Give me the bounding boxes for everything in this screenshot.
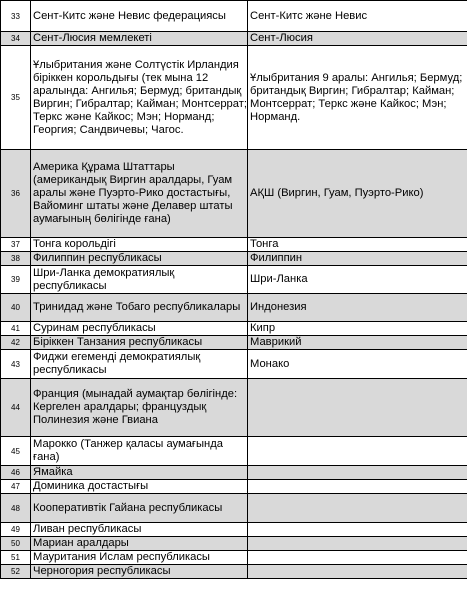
territory-cell: Филиппин: [248, 252, 467, 266]
territory-cell: Индонезия: [248, 294, 467, 322]
row-number: 33: [1, 1, 31, 32]
row-number: 35: [1, 46, 31, 150]
row-number: 48: [1, 494, 31, 523]
territory-cell: [248, 466, 467, 480]
country-cell: Филиппин республикасы: [31, 252, 248, 266]
country-cell: Тринидад және Тобаго республикалары: [31, 294, 248, 322]
territory-cell: Маврикий: [248, 336, 467, 350]
country-cell: Мауритания Ислам республикасы: [31, 551, 248, 565]
country-cell: Марокко (Танжер қаласы аумағында ғана): [31, 437, 248, 466]
row-number: 43: [1, 350, 31, 379]
territory-cell: [248, 494, 467, 523]
territory-cell: [248, 480, 467, 494]
country-cell: Сент-Люсия мемлекеті: [31, 32, 248, 46]
territory-cell: Кипр: [248, 322, 467, 336]
territory-cell: [248, 537, 467, 551]
country-cell: Мариан аралдары: [31, 537, 248, 551]
row-number: 37: [1, 238, 31, 252]
territory-cell: Шри-Ланка: [248, 266, 467, 294]
territory-cell: Тонга: [248, 238, 467, 252]
country-cell: Ұлыбритания және Солтүстік Ирландия біріккен корольдығы (тек мына 12 аралында: Ангилья; Бермуд; британдық Виргин; Гибралтар; Кайман; Монтсеррат; Теркс және Кайкос; Мэн; Норманд; Георгия; Сандвичевы; Чагос.: [31, 46, 248, 150]
country-cell: Тонга корольдігі: [31, 238, 248, 252]
country-cell: Ливан республикасы: [31, 523, 248, 537]
territory-cell: [248, 437, 467, 466]
territory-cell: АҚШ (Виргин, Гуам, Пуэрто-Рико): [248, 150, 467, 238]
country-cell: Кооперативтік Гайана республикасы: [31, 494, 248, 523]
row-number: 36: [1, 150, 31, 238]
country-cell: Черногория республикасы: [31, 565, 248, 579]
territory-cell: [248, 523, 467, 537]
row-number: 51: [1, 551, 31, 565]
row-number: 40: [1, 294, 31, 322]
territory-cell: Монако: [248, 350, 467, 379]
territory-cell: [248, 565, 467, 579]
territory-cell: [248, 551, 467, 565]
row-number: 38: [1, 252, 31, 266]
country-cell: Сент-Китс және Невис федерациясы: [31, 1, 248, 32]
row-number: 50: [1, 537, 31, 551]
territory-cell: Сент-Люсия: [248, 32, 467, 46]
row-number: 34: [1, 32, 31, 46]
row-number: 47: [1, 480, 31, 494]
row-number: 46: [1, 466, 31, 480]
territory-cell: Сент-Китс және Невис: [248, 1, 467, 32]
country-cell: Суринам республикасы: [31, 322, 248, 336]
country-cell: Доминика достастығы: [31, 480, 248, 494]
row-number: 41: [1, 322, 31, 336]
row-number: 42: [1, 336, 31, 350]
country-cell: Франция (мынадай аумақтар бөлігінде: Кергелен аралдары; француздық Полинезия және Гвиана: [31, 379, 248, 437]
country-cell: Америка Құрама Штаттары (американдық Виргин аралдары, Гуам аралы және Пуэрто-Рико достастығы, Вайоминг штаты және Делавер штаты аумағының бөлігінде ғана): [31, 150, 248, 238]
country-cell: Фиджи егеменді демократиялық республикасы: [31, 350, 248, 379]
row-number: 39: [1, 266, 31, 294]
table-body: [1, 1, 467, 579]
territory-cell: [248, 379, 467, 437]
row-number: 44: [1, 379, 31, 437]
country-cell: Шри-Ланка демократиялық республикасы: [31, 266, 248, 294]
row-number: 49: [1, 523, 31, 537]
country-cell: Біріккен Танзания республикасы: [31, 336, 248, 350]
row-number: 45: [1, 437, 31, 466]
territory-cell: Ұлыбритания 9 аралы: Ангилья; Бермуд; британдық Виргин; Гибралтар; Кайман; Монтсеррат; Теркс және Кайкос; Мэн; Норманд.: [248, 46, 467, 150]
country-cell: Ямайка: [31, 466, 248, 480]
row-number: 52: [1, 565, 31, 579]
